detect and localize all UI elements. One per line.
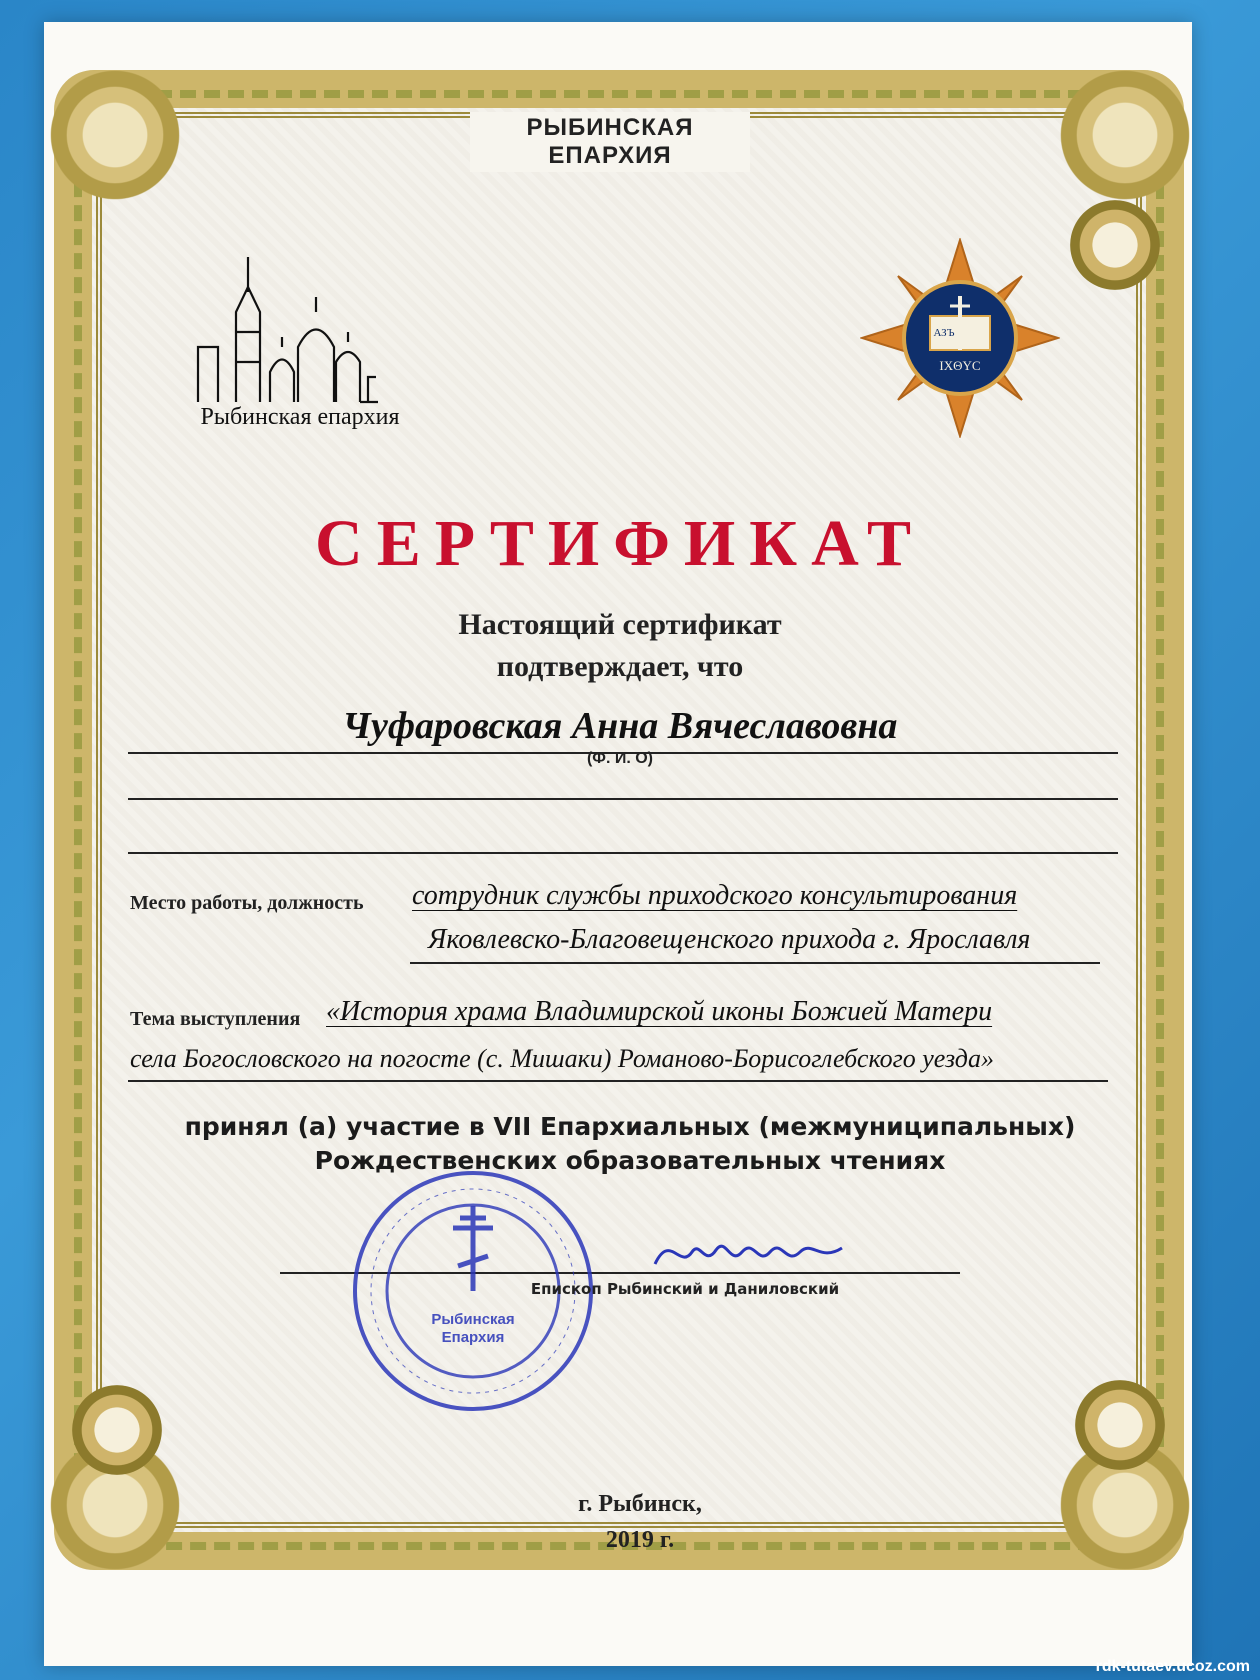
workplace-label: Место работы, должность [130,892,364,914]
subtitle-line1: Настоящий сертификат [458,608,782,641]
recipient-name: Чуфаровская Анна Вячеславовна [342,705,898,747]
diocese-emblem-icon [860,238,1060,438]
emblem-fish-letters: IXΘYC [939,358,981,373]
logo-caption: Рыбинская епархия [200,404,400,430]
certificate-title: СЕРТИФИКАТ [315,507,925,580]
participation-text [140,1110,1120,1178]
corner-ornament-top-left [40,60,190,210]
workplace-underline [410,962,1100,964]
blank-line-2 [128,852,1118,854]
topic-label: Тема выступления [130,1008,301,1030]
medallion-right-lower [1075,1380,1165,1470]
diocese-header-line1: РЫБИНСКАЯ [526,114,694,141]
handwritten-signature [650,1222,850,1282]
workplace-line1: сотрудник службы приходского консультирования [412,880,1018,911]
diocese-header [470,112,750,172]
certificate-subtitle [380,604,860,688]
blank-line-1 [128,798,1118,800]
site-watermark: rdk-tutaev.ucoz.com [1095,1658,1250,1675]
city-label: г. Рыбинск, [578,1491,702,1517]
place-date [500,1486,780,1558]
emblem-letters: АЗЪ [933,327,955,339]
bishop-title: Епископ Рыбинский и Даниловский [530,1280,840,1298]
medallion-left-lower [72,1385,162,1475]
workplace-line2: Яковлевско-Благовещенского прихода г. Ярославля [428,924,1031,955]
year-label: 2019 г. [605,1527,675,1553]
participation-line1: принял (а) участие в VII Епархиальных (межмуниципальных) [184,1112,1076,1141]
corner-ornament-top-right [1050,60,1200,210]
topic-line2: села Богословского на погосте (с. Мишаки) Романово-Борисоглебского уезда» [130,1044,994,1073]
stamp-center-line2: Епархия [441,1329,505,1346]
topic-underline [128,1080,1108,1082]
medallion-right-upper [1070,200,1160,290]
name-caption: (Ф. И. О) [586,750,654,767]
subtitle-line2: подтверждает, что [496,650,744,683]
stamp-center-line1: Рыбинская [431,1311,515,1328]
diocese-header-line2: ЕПАРХИЯ [548,142,672,169]
topic-line1: «История храма Владимирской иконы Божией Матери [326,996,993,1027]
participation-line2: Рождественских образовательных чтениях [314,1146,946,1175]
